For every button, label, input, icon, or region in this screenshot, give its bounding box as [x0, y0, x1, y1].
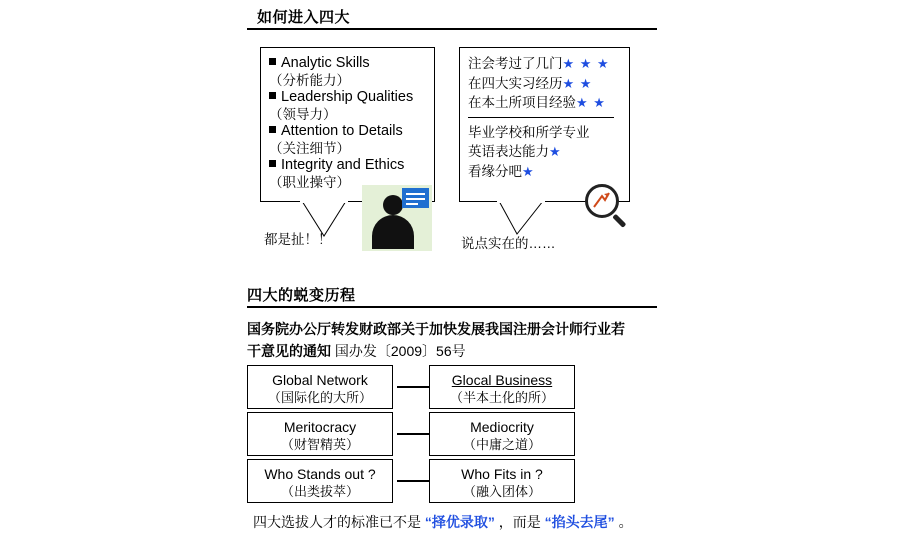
avatar-body	[372, 215, 414, 249]
list-item: Analytic Skills	[269, 55, 426, 72]
flow-box-cn: （财智精英）	[280, 437, 359, 452]
flow-box-left-2	[247, 412, 393, 456]
flow-box-cn: （出类拔萃）	[280, 484, 359, 499]
list-item-cn: （分析能力）	[269, 73, 350, 88]
flow-box-en: Glocal Business	[451, 372, 553, 388]
flow-box-right-1	[429, 365, 575, 409]
flow-box-right-2	[429, 412, 575, 456]
magnifier-arrow-icon	[593, 191, 611, 209]
list-item: 在本土所项目经验★ ★	[468, 95, 606, 110]
bullet-square-icon	[269, 160, 276, 167]
policy-line2: 干意见的通知	[247, 343, 331, 359]
list-item-cn: （职业操守）	[269, 175, 350, 190]
criteria-bubble	[459, 47, 630, 202]
page-title-bottom: 四大的蜕变历程	[247, 287, 356, 304]
star-rating: ★ ★	[562, 75, 593, 91]
bullet-square-icon	[269, 58, 276, 65]
divider	[468, 117, 614, 118]
flow-box-en: Who Stands out ?	[264, 466, 376, 482]
list-item: Attention to Details	[269, 123, 426, 140]
footer-part1: 四大选拔人才的标准已不是	[253, 514, 421, 530]
bullet-square-icon	[269, 126, 276, 133]
flow-box-en: Who Fits in ?	[461, 466, 543, 482]
list-item: 英语表达能力★	[468, 144, 562, 159]
flow-box-en: Meritocracy	[283, 419, 357, 435]
star-rating: ★	[549, 144, 562, 159]
flow-box-cn: （中庸之道）	[462, 437, 541, 452]
star-rating: ★	[522, 163, 535, 179]
policy-text	[247, 318, 667, 362]
flow-box-en: Mediocrity	[470, 419, 534, 435]
avatar-head	[383, 195, 403, 215]
policy-doc-number: 国办发〔2009〕56号	[334, 343, 466, 359]
title-rule-top	[247, 28, 657, 30]
list-item: Integrity and Ethics	[269, 157, 426, 174]
footer-part2: ，而是	[498, 514, 541, 530]
list-item-cn: （关注细节）	[269, 141, 350, 156]
footer-note	[253, 512, 633, 532]
flow-box-en: Global Network	[272, 372, 368, 388]
title-rule-bottom	[247, 306, 657, 308]
list-item: 看缘分吧★	[468, 163, 535, 179]
policy-line1: 国务院办公厅转发财政部关于加快发展我国注册会计师行业若	[247, 321, 625, 337]
page-title-top: 如何进入四大	[257, 9, 351, 26]
chat-bubble-icon	[402, 188, 429, 208]
flow-box-left-1	[247, 365, 393, 409]
list-item: Leadership Qualities	[269, 89, 426, 106]
star-rating: ★ ★	[576, 95, 606, 110]
footer-quote-2: “掐头去尾”	[544, 514, 615, 530]
list-item: 注会考过了几门★ ★ ★	[468, 56, 610, 71]
magnifier-handle	[612, 214, 626, 228]
footer-part3: 。	[618, 514, 633, 530]
flow-box-cn: （融入团体）	[462, 484, 541, 499]
left-caption: 都是扯！！	[264, 232, 332, 247]
list-item: 在四大实习经历★ ★	[468, 75, 593, 91]
right-caption: 说点实在的……	[461, 236, 556, 251]
list-item: 毕业学校和所学专业	[468, 124, 590, 140]
star-rating: ★ ★ ★	[562, 56, 610, 71]
magnifier-icon	[585, 184, 637, 236]
footer-quote-1: “择优录取”	[424, 514, 495, 530]
flow-box-cn: （半本土化的所）	[449, 390, 554, 405]
bullet-square-icon	[269, 92, 276, 99]
person-avatar-icon	[362, 185, 432, 251]
skills-bubble	[260, 47, 435, 202]
flow-box-cn: （国际化的大所）	[267, 390, 372, 405]
flow-box-right-3	[429, 459, 575, 503]
flow-box-left-3	[247, 459, 393, 503]
list-item-cn: （领导力）	[269, 107, 337, 122]
